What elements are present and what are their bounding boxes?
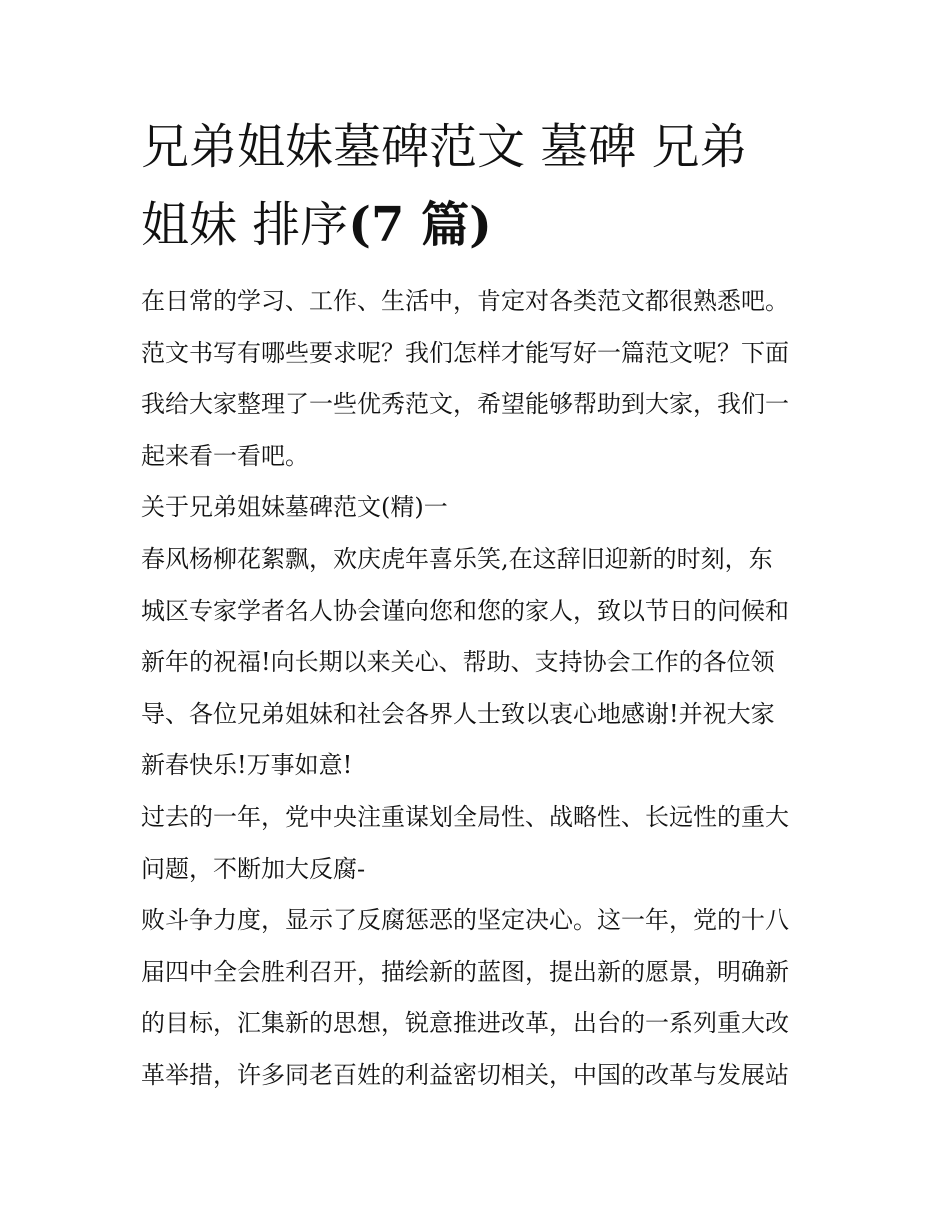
body-line: 起来看一看吧。	[141, 441, 309, 470]
body-line: 春风杨柳花絮飘，欢庆虎年喜乐笑,在这辞旧迎新的时刻，东	[141, 544, 773, 573]
document-title	[141, 108, 821, 264]
body-line: 过去的一年，党中央注重谋划全局性、战略性、长远性的重大	[141, 802, 789, 831]
title-line-2: 姐妹 排序	[141, 197, 349, 253]
body-line: 新年的祝福!向长期以来关心、帮助、支持协会工作的各位领	[141, 648, 775, 677]
body-line: 败斗争力度，显示了反腐惩恶的坚定决心。这一年，党的十八	[141, 906, 789, 935]
title-count: (7 篇)	[348, 197, 492, 253]
body-line: 的目标，汇集新的思想，锐意推进改革，出台的一系列重大改	[141, 1009, 789, 1038]
section-heading: 关于兄弟姐妹墓碑范文(精)一	[141, 493, 448, 522]
body-line: 范文书写有哪些要求呢？我们怎样才能写好一篇范文呢？下面	[141, 338, 789, 367]
body-line: 届四中全会胜利召开，描绘新的蓝图，提出新的愿景，明确新	[141, 957, 789, 986]
body-line: 导、各位兄弟姐妹和社会各界人士致以衷心地感谢!并祝大家	[141, 699, 775, 728]
body-line: 问题，不断加大反腐-	[141, 854, 366, 883]
body-line: 我给大家整理了一些优秀范文，希望能够帮助到大家，我们一	[141, 390, 789, 419]
document-body	[141, 276, 821, 1102]
body-line: 在日常的学习、工作、生活中，肯定对各类范文都很熟悉吧。	[141, 287, 789, 315]
body-line: 革举措，许多同老百姓的利益密切相关，中国的改革与发展站	[141, 1060, 789, 1089]
body-line: 新春快乐!万事如意!	[141, 751, 353, 780]
title-line-1: 兄弟姐妹墓碑范文 墓碑 兄弟	[141, 119, 748, 175]
body-line: 城区专家学者名人协会谨向您和您的家人，致以节日的问候和	[141, 596, 789, 625]
